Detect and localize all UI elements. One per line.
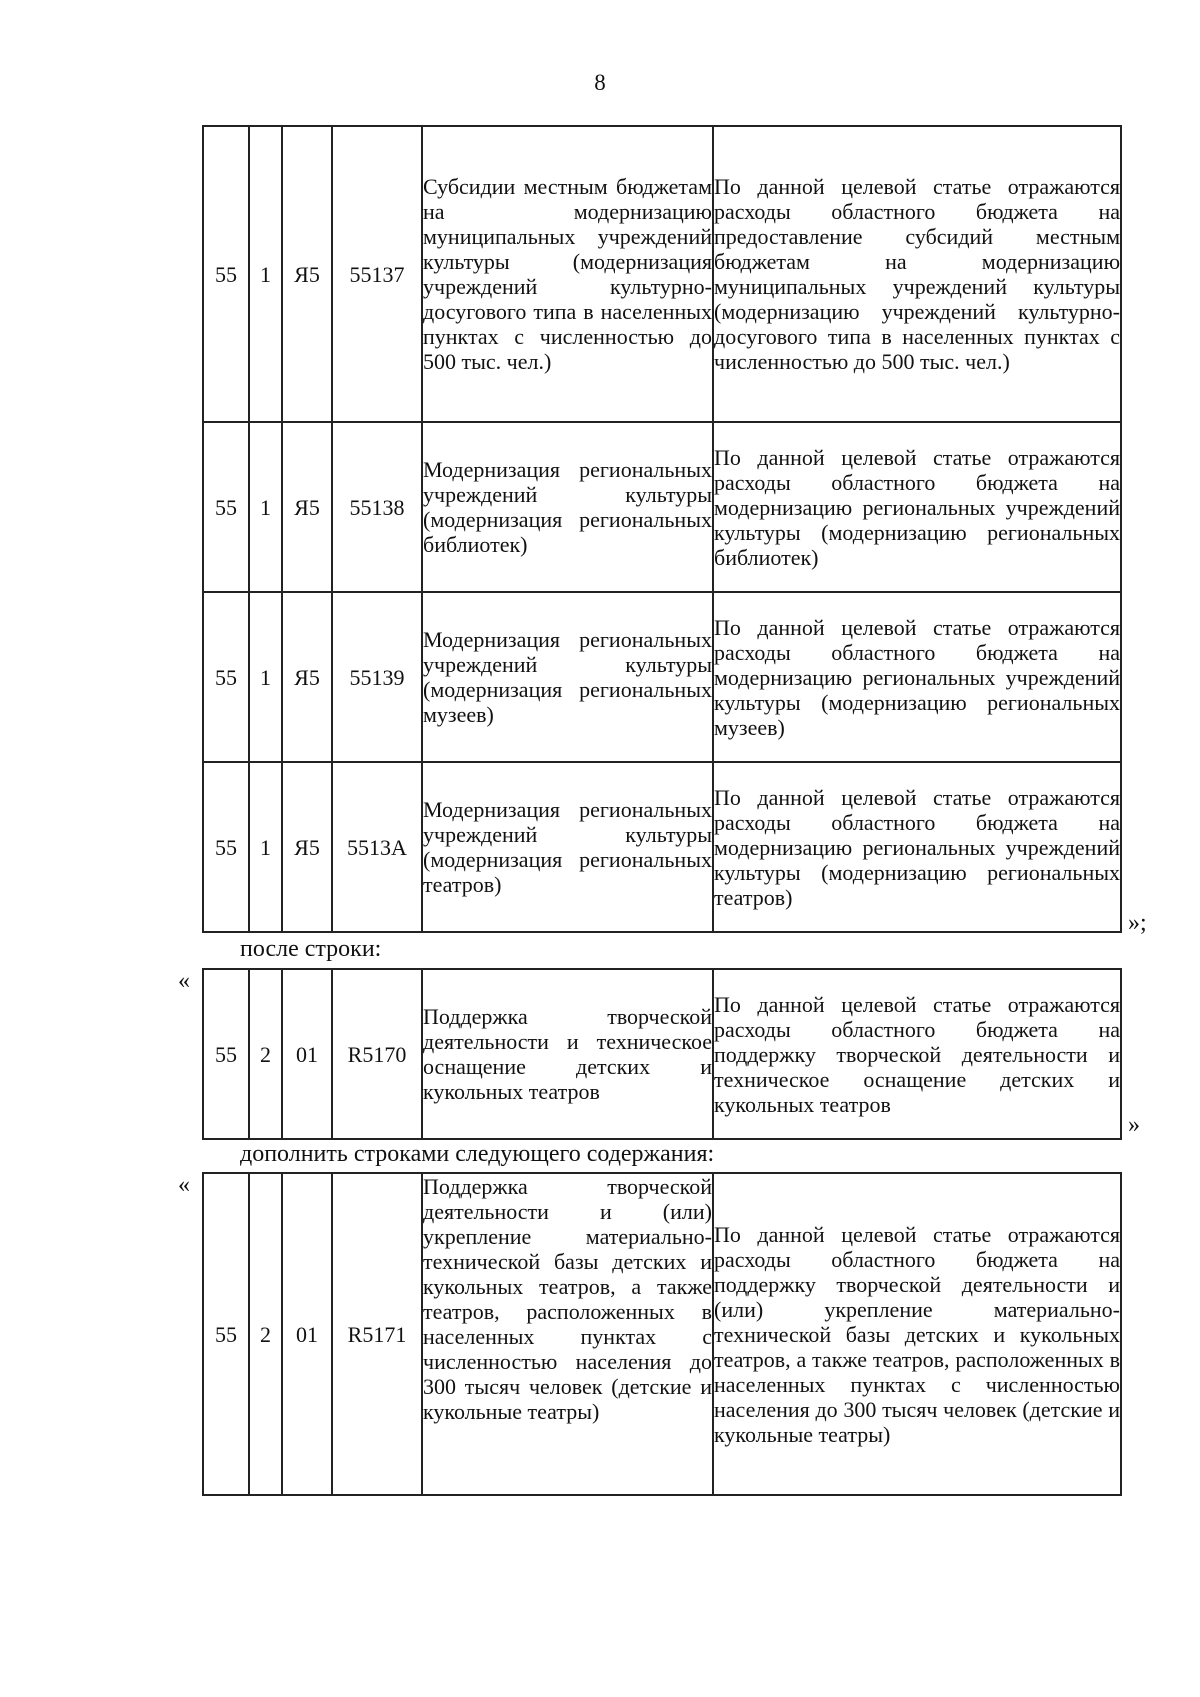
item-name-cell: Поддержка творческой деятельности и техническое оснащение детских и кукольных театров bbox=[422, 969, 713, 1139]
code-cell: 55 bbox=[203, 969, 249, 1139]
code-cell: 55138 bbox=[332, 422, 422, 592]
code-cell: 55 bbox=[203, 126, 249, 422]
closing-quote-mark: » bbox=[1128, 1112, 1140, 1138]
budget-codes-table-2 bbox=[202, 968, 1122, 1140]
table-row bbox=[203, 422, 1121, 592]
item-description-cell: По данной целевой статье отражаются расходы областного бюджета на модернизацию региональных учреждений культуры (модернизацию региональных музеев) bbox=[713, 592, 1121, 762]
code-cell: 1 bbox=[249, 126, 282, 422]
code-cell: Я5 bbox=[282, 422, 332, 592]
item-description-cell: По данной целевой статье отражаются расходы областного бюджета на поддержку творческой деятельности и (или) укрепление материально-технической базы детских и кукольных театров, а также театров, расположенных в населенных пунктах с численностью населения до 300 тысяч человек (детские и кукольные театры) bbox=[713, 1173, 1121, 1495]
code-cell: R5171 bbox=[332, 1173, 422, 1495]
instruction-text: дополнить строками следующего содержания: bbox=[240, 1141, 715, 1167]
code-cell: 2 bbox=[249, 1173, 282, 1495]
code-cell: 55139 bbox=[332, 592, 422, 762]
code-cell: R5170 bbox=[332, 969, 422, 1139]
code-cell: 55 bbox=[203, 1173, 249, 1495]
item-name-cell: Поддержка творческой деятельности и (или) укрепление материально-технической базы детских и кукольных театров, а также театров, расположенных в населенных пунктах с численностью населения до 300 тысяч человек (детские и кукольные театры) bbox=[422, 1173, 713, 1495]
closing-quote-mark: »; bbox=[1128, 910, 1147, 936]
code-cell: 55 bbox=[203, 592, 249, 762]
item-description-cell: По данной целевой статье отражаются расходы областного бюджета на предоставление субсидий местным бюджетам на модернизацию муниципальных учреждений культуры (модернизацию учреждений культурно-досугового типа в населенных пунктах с численностью до 500 тыс. чел.) bbox=[713, 126, 1121, 422]
item-name-cell: Модернизация региональных учреждений культуры (модернизация региональных театров) bbox=[422, 762, 713, 932]
table-row bbox=[203, 1173, 1121, 1495]
code-cell: 1 bbox=[249, 762, 282, 932]
opening-quote-mark: « bbox=[178, 1172, 190, 1198]
code-cell: Я5 bbox=[282, 592, 332, 762]
code-cell: 1 bbox=[249, 422, 282, 592]
item-description-cell: По данной целевой статье отражаются расходы областного бюджета на модернизацию региональных учреждений культуры (модернизацию региональных библиотек) bbox=[713, 422, 1121, 592]
code-cell: 55 bbox=[203, 422, 249, 592]
item-name-cell: Субсидии местным бюджетам на модернизацию муниципальных учреждений культуры (модернизация учреждений культурно-досугового типа в населенных пунктах с численностью до 500 тыс. чел.) bbox=[422, 126, 713, 422]
budget-codes-table-3 bbox=[202, 1172, 1122, 1496]
item-name-cell: Модернизация региональных учреждений культуры (модернизация региональных библиотек) bbox=[422, 422, 713, 592]
item-description-cell: По данной целевой статье отражаются расходы областного бюджета на поддержку творческой деятельности и техническое оснащение детских и кукольных театров bbox=[713, 969, 1121, 1139]
opening-quote-mark: « bbox=[178, 968, 190, 994]
code-cell: 55 bbox=[203, 762, 249, 932]
code-cell: 01 bbox=[282, 1173, 332, 1495]
code-cell: 2 bbox=[249, 969, 282, 1139]
item-description-cell: По данной целевой статье отражаются расходы областного бюджета на модернизацию региональных учреждений культуры (модернизацию региональных театров) bbox=[713, 762, 1121, 932]
table-row bbox=[203, 969, 1121, 1139]
code-cell: 5513А bbox=[332, 762, 422, 932]
code-cell: Я5 bbox=[282, 126, 332, 422]
page-number: 8 bbox=[594, 70, 606, 95]
table-row bbox=[203, 762, 1121, 932]
table-row bbox=[203, 126, 1121, 422]
instruction-text: после строки: bbox=[240, 936, 382, 962]
item-name-cell: Модернизация региональных учреждений культуры (модернизация региональных музеев) bbox=[422, 592, 713, 762]
code-cell: 01 bbox=[282, 969, 332, 1139]
code-cell: 55137 bbox=[332, 126, 422, 422]
code-cell: 1 bbox=[249, 592, 282, 762]
code-cell: Я5 bbox=[282, 762, 332, 932]
table-row bbox=[203, 592, 1121, 762]
budget-codes-table-1 bbox=[202, 125, 1122, 933]
